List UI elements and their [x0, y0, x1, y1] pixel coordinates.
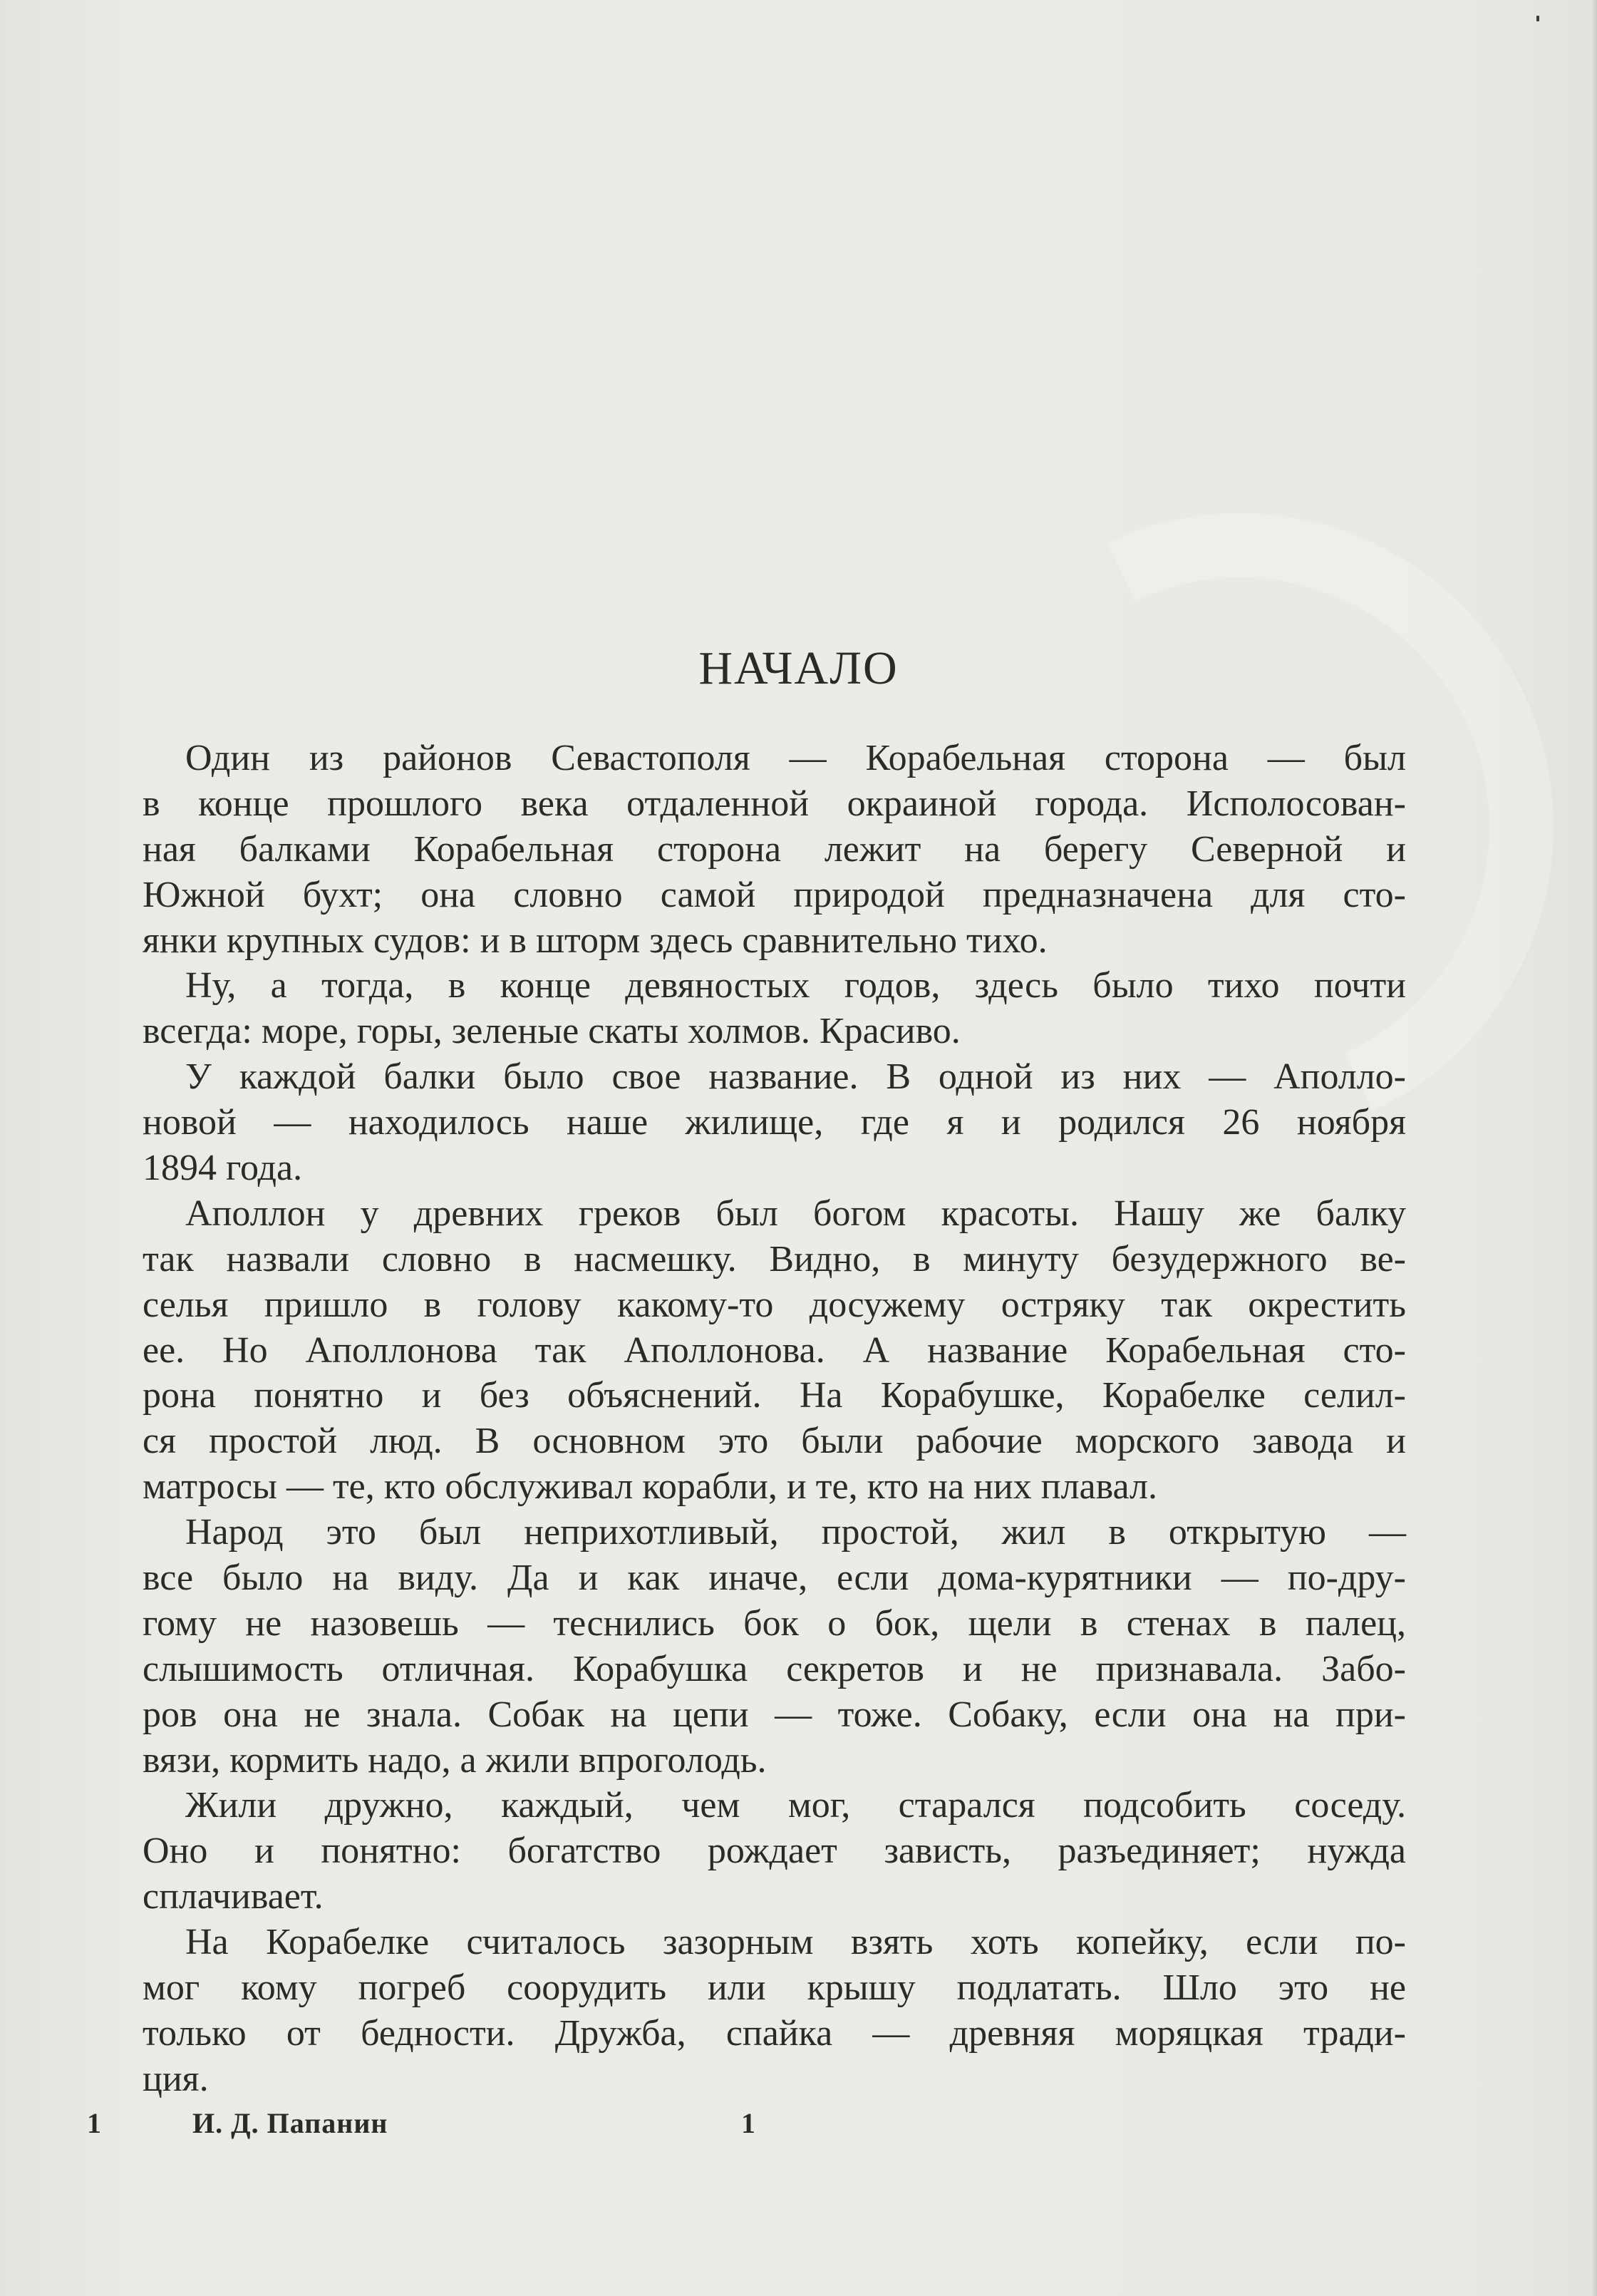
paragraph [143, 1191, 1406, 1510]
signature-mark-left: 1 [87, 2107, 101, 2139]
paragraph [143, 963, 1406, 1054]
text-line: селья пришло в голову какому-то досужему остряку так окрестить [143, 1284, 1406, 1325]
text-line: Народ это был неприхотливый, простой, жил в открытую — [185, 1512, 1406, 1553]
text-line: рона понятно и без объяснений. На Корабушке, Корабелке селил- [143, 1375, 1406, 1416]
paragraph [143, 1783, 1406, 1920]
text-line: ров она не знала. Собак на цепи — тоже. Собаку, если она на при- [143, 1694, 1406, 1735]
signature-mark-right: 1 [741, 2107, 755, 2139]
paragraph [143, 736, 1406, 963]
text-line: Аполлон у древних греков был богом красоты. Нашу же балку [185, 1193, 1406, 1234]
text-line: новой — находилось наше жилище, где я и родился 26 ноября [143, 1102, 1406, 1143]
text-line: Жили дружно, каждый, чем мог, старался подсобить соседу. [185, 1785, 1406, 1826]
text-line: 1894 года. [143, 1148, 303, 1189]
chapter-title: НАЧАЛО [698, 642, 899, 694]
text-line: вязи, кормить надо, а жили впроголодь. [143, 1739, 767, 1781]
text-line: ее. Но Аполлонова так Аполлонова. А название Корабельная сто- [143, 1329, 1406, 1371]
text-line: всегда: море, горы, зеленые скаты холмов. Красиво. [143, 1011, 961, 1052]
print-speck [1536, 16, 1539, 21]
text-line: янки крупных судов: и в шторм здесь сравнительно тихо. [143, 920, 1048, 961]
text-line: только от бедности. Дружба, спайка — древняя моряцкая тради- [143, 2012, 1406, 2054]
text-line: ся простой люд. В основном это были рабочие морского завода и [143, 1421, 1406, 1462]
text-line: гому не назовешь — теснились бок о бок, щели в стенах в палец, [143, 1602, 1406, 1644]
text-line: Южной бухт; она словно самой природой предназначена для сто- [143, 874, 1406, 915]
text-line: слышимость отличная. Корабушка секретов и не признавала. Забо- [143, 1648, 1406, 1689]
paragraph [143, 1510, 1406, 1783]
text-line: мог кому погреб соорудить или крышу подлатать. Шло это не [143, 1967, 1406, 2009]
text-line: матросы — те, кто обслуживал корабли, и те, кто на них плавал. [143, 1466, 1157, 1508]
chapter-body [143, 736, 1406, 2102]
text-line: все было на виду. Да и как иначе, если дома-курятники — по-дру- [143, 1558, 1406, 1599]
page-edge-shadow [1591, 0, 1597, 2296]
text-line: так назвали словно в насмешку. Видно, в минуту безудержного ве- [143, 1238, 1406, 1280]
text-line: в конце прошлого века отдаленной окраиной города. Исполосован- [143, 783, 1406, 824]
paragraph [143, 1054, 1406, 1191]
text-line: ная балками Корабельная сторона лежит на берегу Северной и [143, 828, 1406, 870]
paragraph [143, 1920, 1406, 2102]
text-line: На Корабелке считалось зазорным взять хоть копейку, если по- [185, 1922, 1406, 1963]
text-line: сплачивает. [143, 1876, 324, 1917]
page-footer [0, 2106, 1597, 2149]
footer-author: И. Д. Папанин [192, 2107, 388, 2139]
text-line: Оно и понятно: богатство рождает зависть, разъединяет; нужда [143, 1831, 1406, 1872]
text-line: Один из районов Севастополя — Корабельная сторона — был [185, 738, 1406, 778]
text-line: У каждой балки было свое название. В одной из них — Аполло- [185, 1056, 1406, 1098]
text-line: Ну, а тогда, в конце девяностых годов, здесь было тихо почти [185, 965, 1406, 1007]
text-line: ция. [143, 2058, 209, 2099]
